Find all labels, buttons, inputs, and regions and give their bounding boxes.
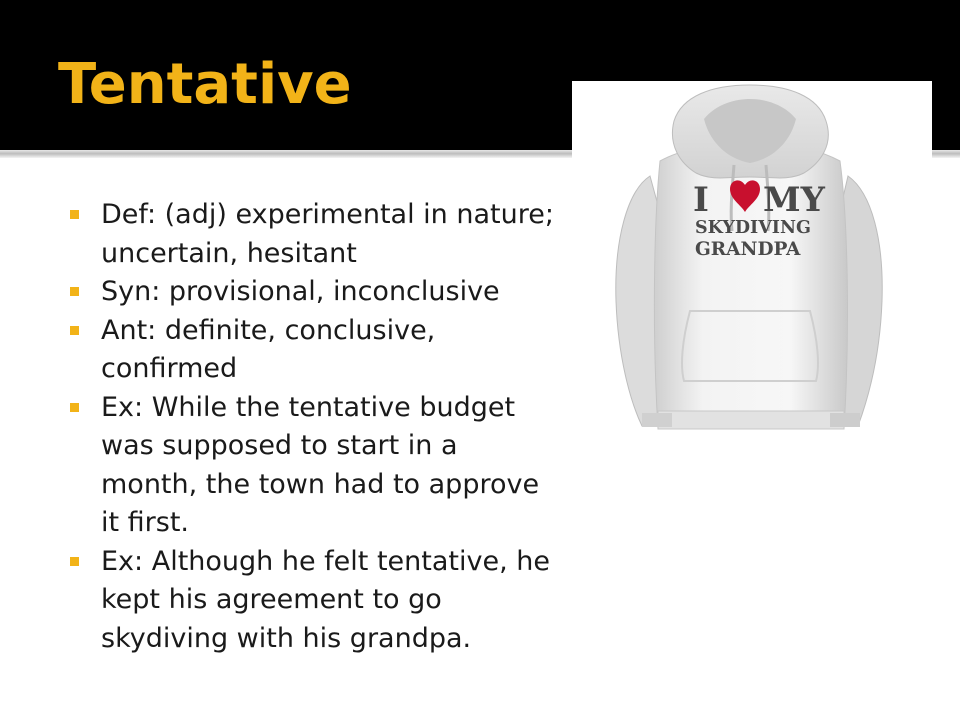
bullet-text: Ex: While the tentative budget was supposed to start in a month, the town had to approve it first. bbox=[101, 391, 540, 538]
slide-title: Tentative bbox=[58, 52, 352, 117]
bullet-text: Ex: Although he felt tentative, he kept his agreement to go skydiving with his grandpa. bbox=[101, 545, 550, 654]
print-line-skydiving: SKYDIVING bbox=[695, 218, 811, 238]
bullet-text: Syn: provisional, inconclusive bbox=[101, 276, 500, 307]
square-bullet-icon bbox=[70, 210, 79, 219]
square-bullet-icon bbox=[70, 326, 79, 335]
bullet-text: Def: (adj) experimental in nature; uncertain, hesitant bbox=[101, 199, 554, 269]
bullet-example-1 bbox=[70, 389, 560, 543]
print-line-grandpa: GRANDPA bbox=[695, 239, 801, 260]
square-bullet-icon bbox=[70, 557, 79, 566]
hoodie-icon bbox=[572, 81, 932, 443]
bullet-synonyms bbox=[70, 273, 560, 312]
bullet-example-2 bbox=[70, 543, 560, 659]
square-bullet-icon bbox=[70, 287, 79, 296]
bullet-list bbox=[70, 196, 560, 658]
bullet-definition bbox=[70, 196, 560, 273]
hoodie-picture bbox=[572, 81, 932, 443]
print-line-i: I bbox=[693, 180, 709, 220]
print-line-my: MY bbox=[763, 180, 825, 220]
bullet-text: Ant: definite, conclusive, confirmed bbox=[101, 314, 436, 384]
square-bullet-icon bbox=[70, 403, 79, 412]
bullet-antonyms bbox=[70, 312, 560, 389]
